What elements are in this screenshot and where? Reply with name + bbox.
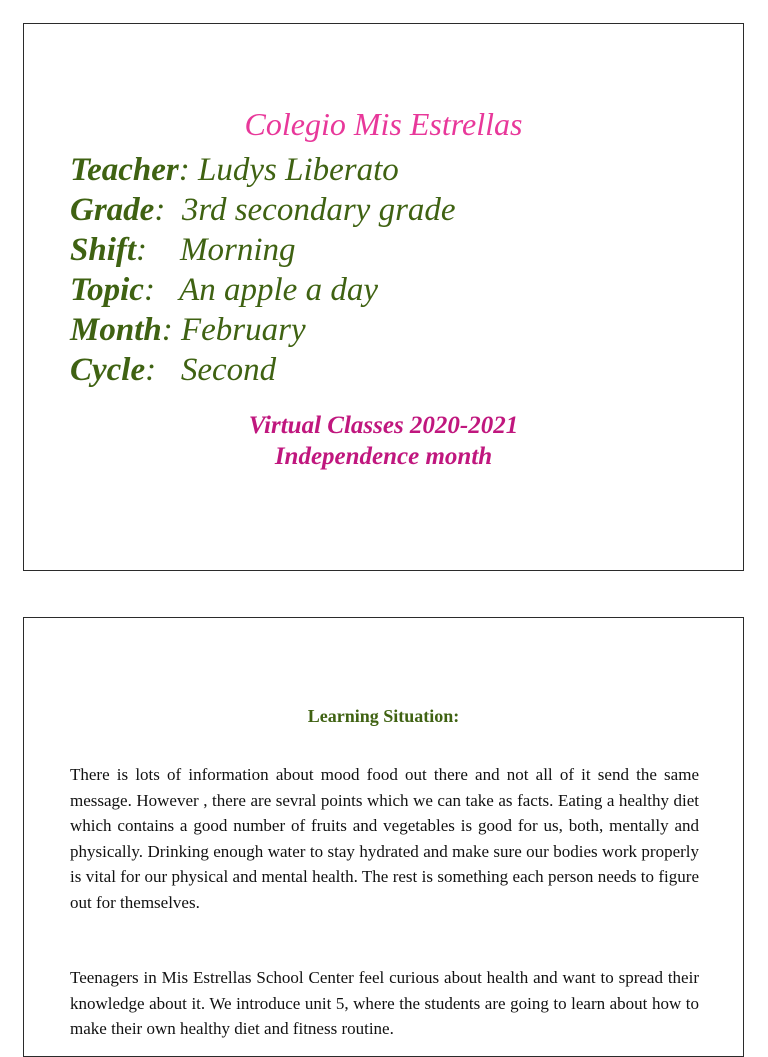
grade-label: Grade xyxy=(70,192,155,228)
topic-value: An apple a day xyxy=(179,272,378,308)
separator: : xyxy=(143,272,180,308)
month-row xyxy=(70,310,456,350)
cycle-label: Cycle xyxy=(70,352,146,388)
paragraph-2: Teenagers in Mis Estrellas School Center feel curious about health and want to spread their knowledge about it. We introduce unit 5, where the students are going to learn about how to make their own healthy diet and fitness routine. xyxy=(70,968,699,1038)
school-name: Colegio Mis Estrellas xyxy=(244,106,523,142)
independence-month-line: Independence month xyxy=(274,443,493,470)
grade-row xyxy=(70,190,456,230)
shift-row xyxy=(70,230,456,270)
grade-value: 3rd secondary grade xyxy=(181,192,456,228)
cycle-row xyxy=(70,350,456,390)
virtual-classes-line: Virtual Classes 2020-2021 xyxy=(248,412,519,439)
month-value: February xyxy=(180,312,306,348)
cover-page xyxy=(23,23,744,571)
separator: : xyxy=(178,152,199,188)
learning-situation-title: Learning Situation: xyxy=(307,706,460,726)
separator: : xyxy=(145,352,181,388)
virtual-classes-note xyxy=(24,410,743,472)
shift-value: Morning xyxy=(180,232,296,268)
separator: : xyxy=(161,312,181,348)
topic-label: Topic xyxy=(70,272,144,308)
teacher-value: Ludys Liberato xyxy=(198,152,399,188)
paragraph-1: There is lots of information about mood food out there and not all of it send the same message. However , there are sevral points which we can take as facts. Eating a healthy diet which contains a good number of fruits and vegetables is good for us, both, mentally and physically. Drinking enough water to stay hydrated and make sure our bodies work properly is vital for our physical and mental health. The rest is something each person needs to figure out for themselves. xyxy=(70,765,699,912)
learning-situation-page xyxy=(23,617,744,1057)
month-label: Month xyxy=(70,312,162,348)
separator: : xyxy=(154,192,182,228)
separator: : xyxy=(136,232,181,268)
topic-row xyxy=(70,270,456,310)
teacher-label: Teacher xyxy=(70,152,179,188)
class-info xyxy=(70,150,456,390)
cycle-value: Second xyxy=(180,352,277,388)
teacher-row xyxy=(70,150,456,190)
shift-label: Shift xyxy=(70,232,137,268)
